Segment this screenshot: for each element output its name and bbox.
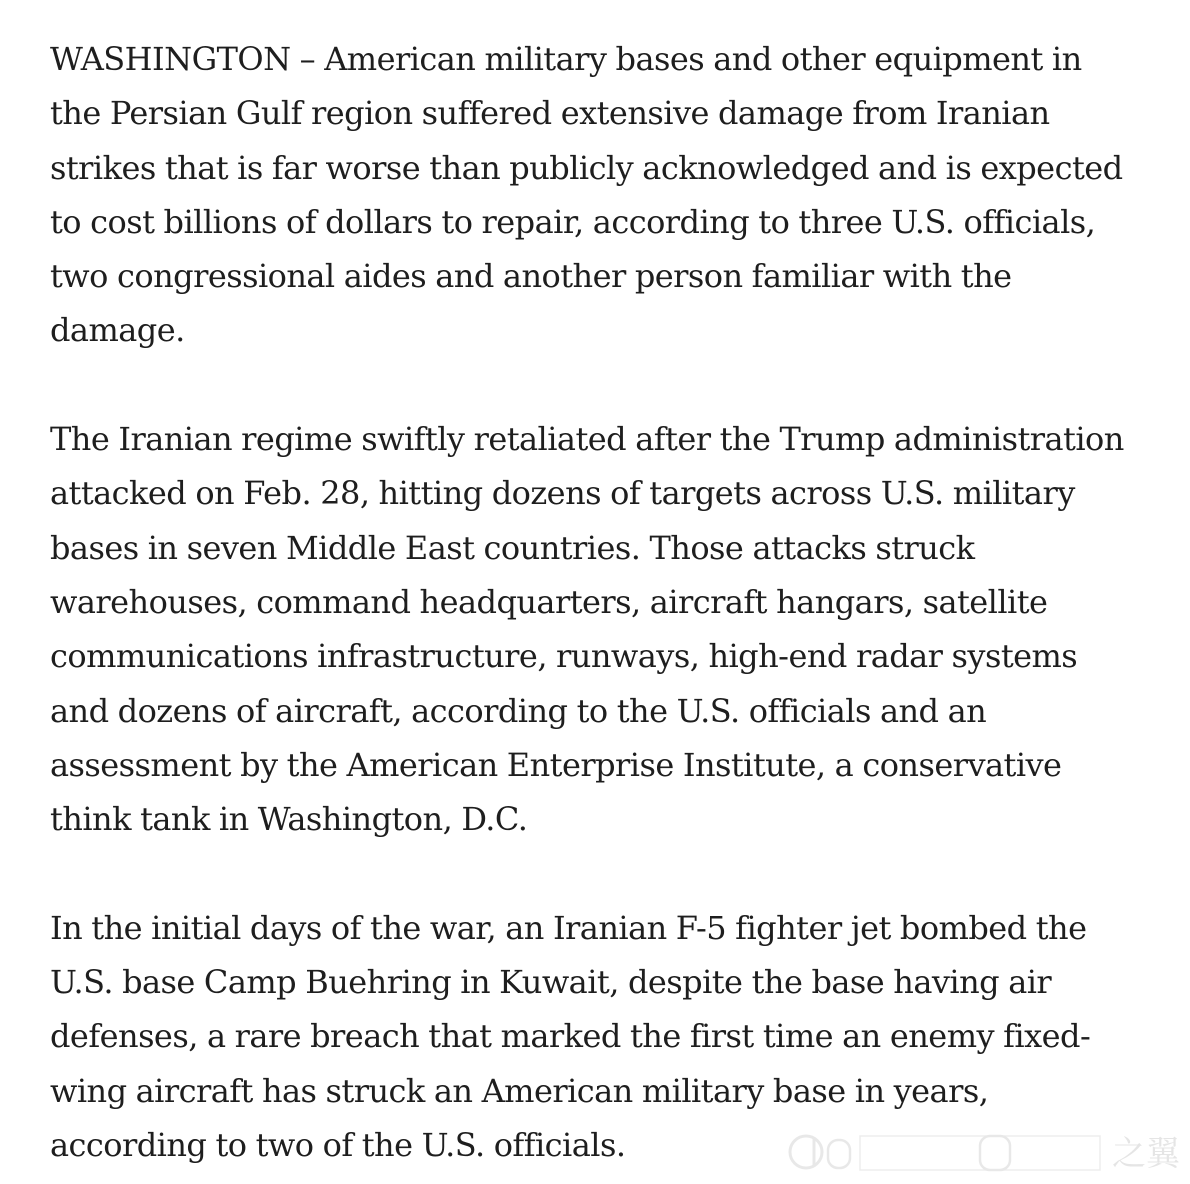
text-line: attacked on Feb. 28, hitting dozens of targets across U.S. military: [50, 474, 1075, 513]
text-line: WASHINGTON – American military bases and other equipment in: [50, 40, 1082, 78]
text-line: and dozens of aircraft, according to the U.S. officials and an: [50, 691, 987, 730]
text-line: according to two of the U.S. officials.: [50, 1125, 626, 1164]
text-line: two congressional aides and another person familiar with the: [50, 257, 1012, 296]
text-line: bases in seven Middle East countries. Those attacks struck: [50, 528, 975, 567]
watermark-logo-icon: [780, 1126, 1140, 1176]
paragraph-2: [50, 412, 1170, 846]
text-line: The Iranian regime swiftly retaliated after the Trump administration: [50, 420, 1124, 459]
text-line: damage.: [50, 311, 185, 350]
text-line: communications infrastructure, runways, high-end radar systems: [50, 637, 1078, 676]
watermark-text: 之翼: [1112, 1134, 1180, 1174]
text-line: assessment by the American Enterprise Institute, a conservative: [50, 745, 1062, 784]
paragraph-1: [50, 32, 1170, 358]
text-line: In the initial days of the war, an Iranian F-5 fighter jet bombed the: [50, 908, 1087, 947]
text-line: the Persian Gulf region suffered extensive damage from Iranian: [50, 94, 1050, 133]
watermark: [780, 1126, 1180, 1176]
text-line: wing aircraft has struck an American military base in years,: [50, 1071, 989, 1110]
article-body: [50, 32, 1170, 1172]
text-line: strikes that is far worse than publicly acknowledged and is expected: [50, 148, 1123, 187]
text-line: defenses, a rare breach that marked the first time an enemy fixed-: [50, 1017, 1091, 1056]
text-line: warehouses, command headquarters, aircraft hangars, satellite: [50, 582, 1048, 621]
text-line: U.S. base Camp Buehring in Kuwait, despite the base having air: [50, 963, 1052, 1002]
text-line: think tank in Washington, D.C.: [50, 800, 528, 839]
text-line: to cost billions of dollars to repair, according to three U.S. officials,: [50, 202, 1096, 241]
